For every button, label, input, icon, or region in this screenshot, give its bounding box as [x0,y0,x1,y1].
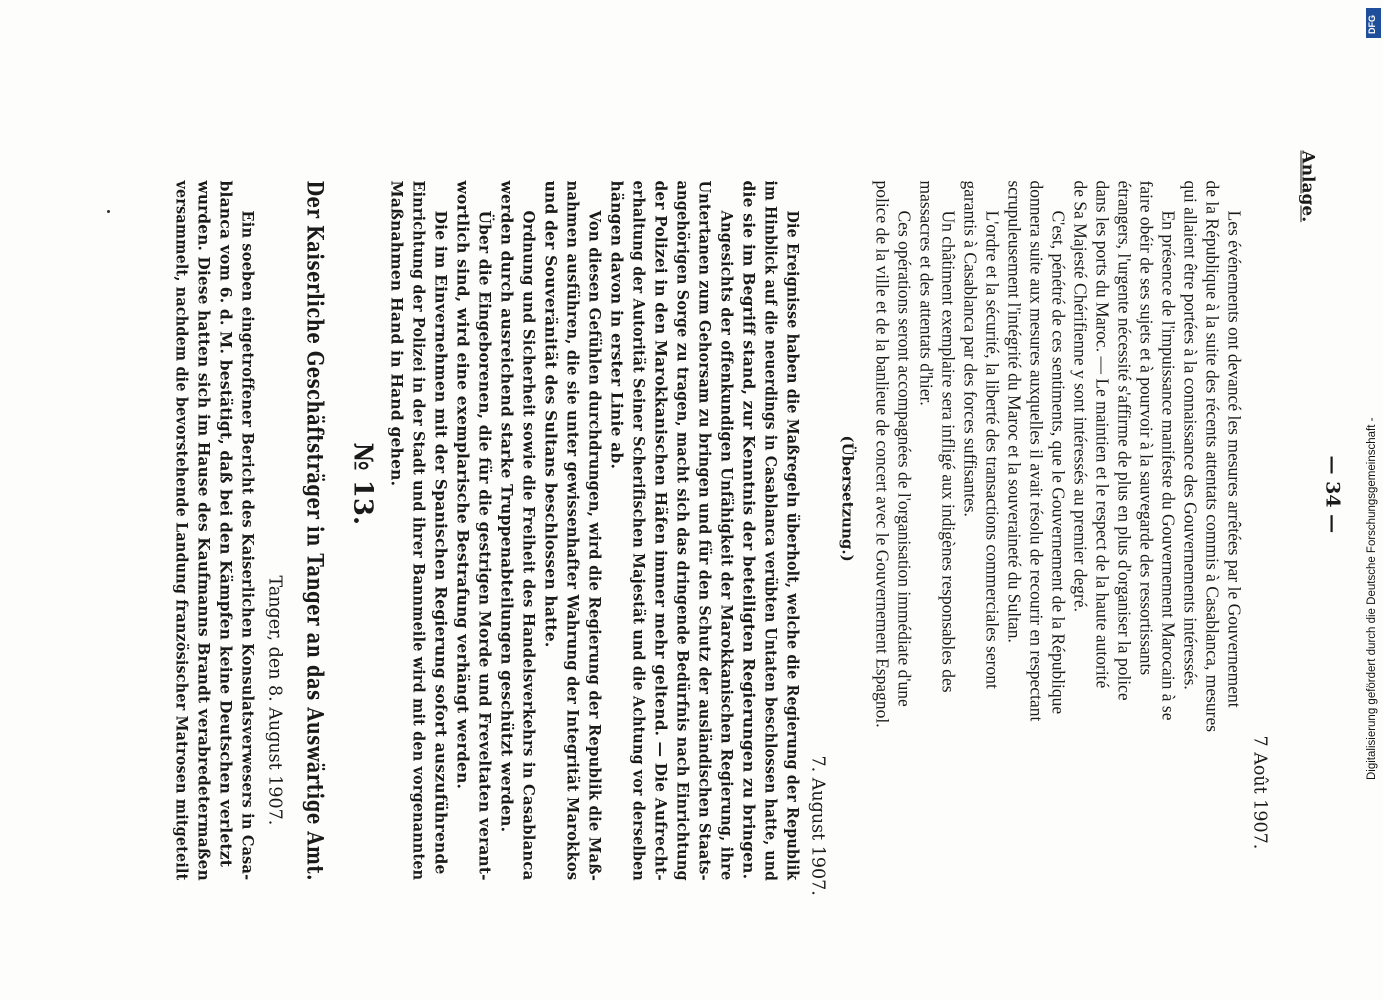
dfg-logo-text: DFG [1367,15,1377,34]
german-line: Von diesen Gefühlen durchdrungen, wird die Regierung der Republik die Maß- [585,210,605,882]
french-line: Les événements ont devancé les mesures arrêtées par le Gouvernement [1224,210,1245,708]
speck [107,210,110,213]
german-line: Untertanen zum Gehorsam zu bringen und für den Schutz der ausländischen Staats- [695,180,715,881]
german-line: Die im Einvernehmen mit der Spanischen Regierung sofort auszuführende [431,210,451,875]
french-line: qui allaient être portées à la connaissance des Gouvernements intéressés. [1180,180,1201,690]
french-line: En présence de l'impuissance manifeste du Gouvernement Marocain à se [1158,210,1179,721]
french-line: de Sa Majesté Chérifienne y sont intéressés au premier degré. [1070,180,1091,613]
german-line: und der Souveränität des Sultans beschlossen hatte. [541,180,561,648]
french-line: C'est, pénétré de ces sentiments, que le Gouvernement de la République [1048,210,1069,715]
french-line: scrupuleusement l'intégrité du Maroc et la souveraineté du Sultan. [1004,180,1025,643]
german-line: Die Ereignisse haben die Maßregeln überholt, welche die Regierung der Republik [783,210,803,881]
german-line: der Polizei in den Marokkanischen Häfen immer mehr geltend. — Die Aufrecht- [651,180,671,881]
digitization-credit [1362,10,1382,990]
german-line: nahmen ausführen, die sie unter gewissenhafter Wahrung der Integrität Marokkos [563,180,583,881]
german-line: wortlich sind, wird eine exemplarische Bestrafung verhängt werden. [453,180,473,790]
letter-date: Tanger, den 8. August 1907. [264,575,285,826]
anlage-label: Anlage. [1297,150,1318,223]
section-heading: Der Kaiserliche Geschäftsträger in Tanger an das Auswärtige Amt. [301,180,328,881]
page-number: — 34 — [1321,455,1344,534]
german-line: angehörigen Sorge zu tragen, macht sich das dringende Bedürfnis nach Einrichtung [673,180,693,881]
german-line: Maßnahmen Hand in Hand gehen. [387,180,407,487]
french-line: police de la ville et de la banlieue de concert avec le Gouvernement Espagnol. [872,180,893,728]
french-line: massacres et des attentats d'hier. [916,180,937,406]
german-line: erhaltung der Autorität Seiner Scherifischen Majestät und die Achtung vor derselben [629,180,649,881]
translation-date: 7. August 1907. [807,755,828,896]
french-date: 7 Août 1907. [1249,735,1270,850]
letter-line: blanca vom 6. d. M. bestätigt, daß bei den Kämpfen keine Deutschen verletzt [216,180,236,868]
section-number: № 13. [347,442,378,526]
french-line: L'ordre et la sécurité, la liberté des transactions commerciales seront [982,210,1003,689]
german-line: Angesichts der offenkundigen Unfähigkeit der Marokkanischen Regierung, ihre [717,210,737,881]
letter-line: Ein soeben eingetroffener Bericht des Kaiserlichen Konsulatsverwesers in Casa- [238,210,258,881]
dfg-logo [1366,8,1381,38]
german-line: die sie im Begriff stand, zur Kenntnis der beteiligten Regierungen zu bringen. [739,180,759,880]
credit-text: Digitalisierung gefördert durch die Deutsche Forschungsgemeinschaft - [1366,417,1378,780]
french-line: donnera suite aux mesures auxquelles il avait résolu de recourir en respectant [1026,180,1047,722]
translation-label: (Übersetzung.) [838,435,857,562]
french-line: Un châtiment exemplaire sera infligé aux indigènes responsables des [938,210,959,693]
french-line: garantis à Casablanca par des forces suffisantes. [960,180,981,517]
german-line: werden durch ausreichend starke Truppenabteilungen geschützt werden. [497,180,517,833]
german-line: Ordnung und Sicherheit sowie die Freiheit des Handelsverkehrs in Casablanca [519,210,539,881]
french-line: étrangers, l'urgente nécessité s'affirme de plus en plus d'organiser la police [1114,180,1135,701]
german-line: hängen davon in erster Linie ab. [607,180,627,470]
german-line: im Hinblick auf die neuerdings in Casablanca verübten Untaten beschlossen hatte, und [761,180,781,882]
french-line: dans les ports du Maroc. — Le maintien et le respect de la haute autorité [1092,180,1113,689]
french-line: de la République à la suite des récents attentats commis à Casablanca, mesures [1202,180,1223,733]
german-line: Über die Eingeborenen, die für die gestrigen Morde und Freveltaten verant- [475,210,495,881]
french-line: faire obéir de ses sujets et à pourvoir à la sauvegarde des ressortissants [1136,180,1157,676]
french-line: Ces opérations seront accompagnées de l'organisation immédiate d'une [894,210,915,707]
rotated-document-sheet [0,1,1383,1001]
letter-line: versammelt, nachdem die bevorstehende Landung französischer Matrosen mitgeteilt [172,180,192,881]
letter-line: wurden. Diese hatten sich im Hause des Kaufmanns Brandt verabredetermaßen [194,180,214,881]
german-line: Einrichtung der Polizei in der Stadt und ihrer Bannmeile wird mit den vorgenannten [409,180,429,881]
